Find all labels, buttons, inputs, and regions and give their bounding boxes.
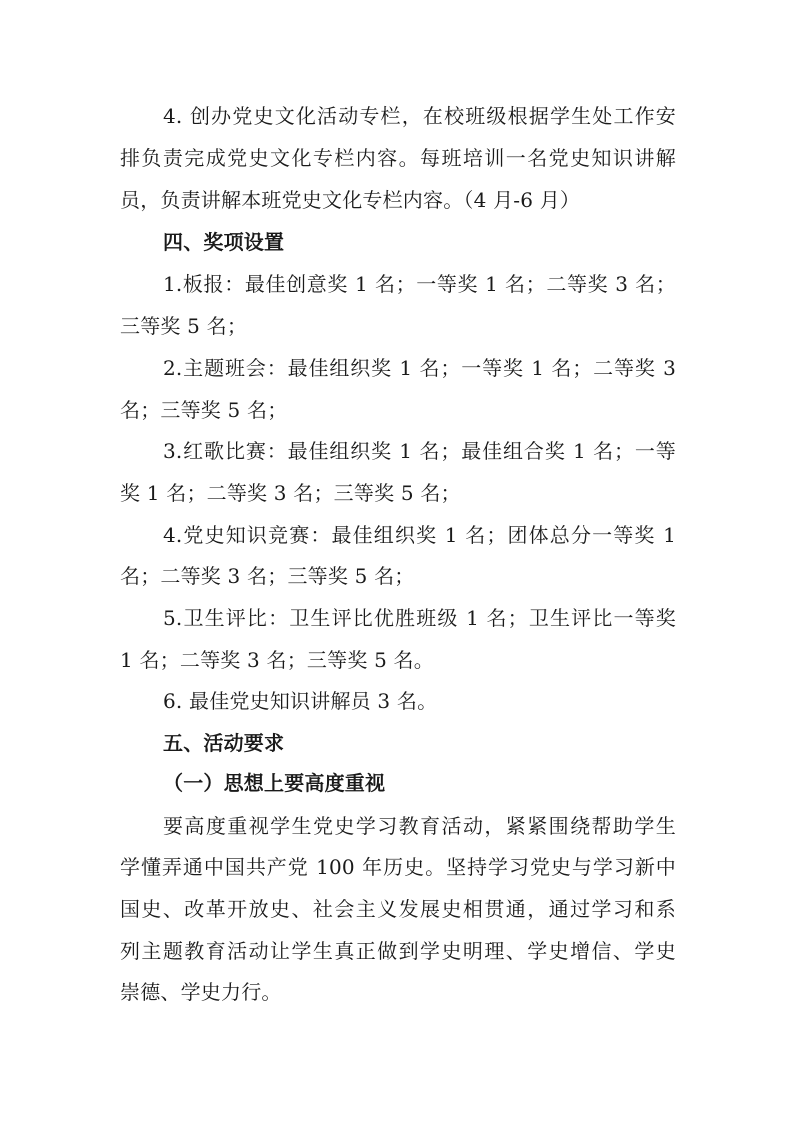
requirements-line-1: 要高度重视学生党史学习教育活动，紧紧围绕帮助学生 (163, 814, 676, 838)
requirements-line-4: 列主题教育活动让学生真正做到学史明理、学史增信、学史 (120, 939, 676, 963)
requirements-line-2: 学懂弄通中国共产党 100 年历史。坚持学习党史与学习新中 (120, 855, 676, 879)
award-1-line-2: 三等奖 5 名； (120, 314, 248, 338)
award-5-line-2: 1 名；二等奖 3 名；三等奖 5 名。 (120, 648, 434, 672)
requirements-line-5: 崇德、学史力行。 (120, 980, 282, 1004)
award-2-line-1: 2.主题班会：最佳组织奖 1 名；一等奖 1 名；二等奖 3 (163, 356, 676, 380)
requirements-subheading: （一）思想上要高度重视 (163, 771, 386, 795)
award-6-line-1: 6. 最佳党史知识讲解员 3 名。 (163, 689, 438, 713)
award-4-line-2: 名；二等奖 3 名；三等奖 5 名； (120, 564, 415, 588)
award-3-line-1: 3.红歌比赛：最佳组织奖 1 名；最佳组合奖 1 名；一等 (163, 439, 676, 463)
item4-line-3: 员，负责讲解本班党史文化专栏内容。（4 月-6 月） (120, 188, 581, 212)
requirements-line-3: 国史、改革开放史、社会主义发展史相贯通，通过学习和系 (120, 897, 676, 921)
award-1-line-1: 1.板报：最佳创意奖 1 名；一等奖 1 名；二等奖 3 名； (163, 272, 676, 296)
award-2-line-2: 名；三等奖 5 名； (120, 398, 288, 422)
item4-line-1: 4. 创办党史文化活动专栏，在校班级根据学生处工作安 (163, 104, 676, 128)
award-5-line-1: 5.卫生评比：卫生评比优胜班级 1 名；卫生评比一等奖 (163, 606, 676, 630)
requirements-heading: 五、活动要求 (163, 731, 285, 755)
award-3-line-2: 奖 1 名；二等奖 3 名；三等奖 5 名； (120, 481, 461, 505)
item4-line-2: 排负责完成党史文化专栏内容。每班培训一名党史知识讲解 (120, 146, 676, 170)
awards-heading: 四、奖项设置 (163, 230, 285, 254)
award-4-line-1: 4.党史知识竞赛：最佳组织奖 1 名；团体总分一等奖 1 (163, 523, 676, 547)
